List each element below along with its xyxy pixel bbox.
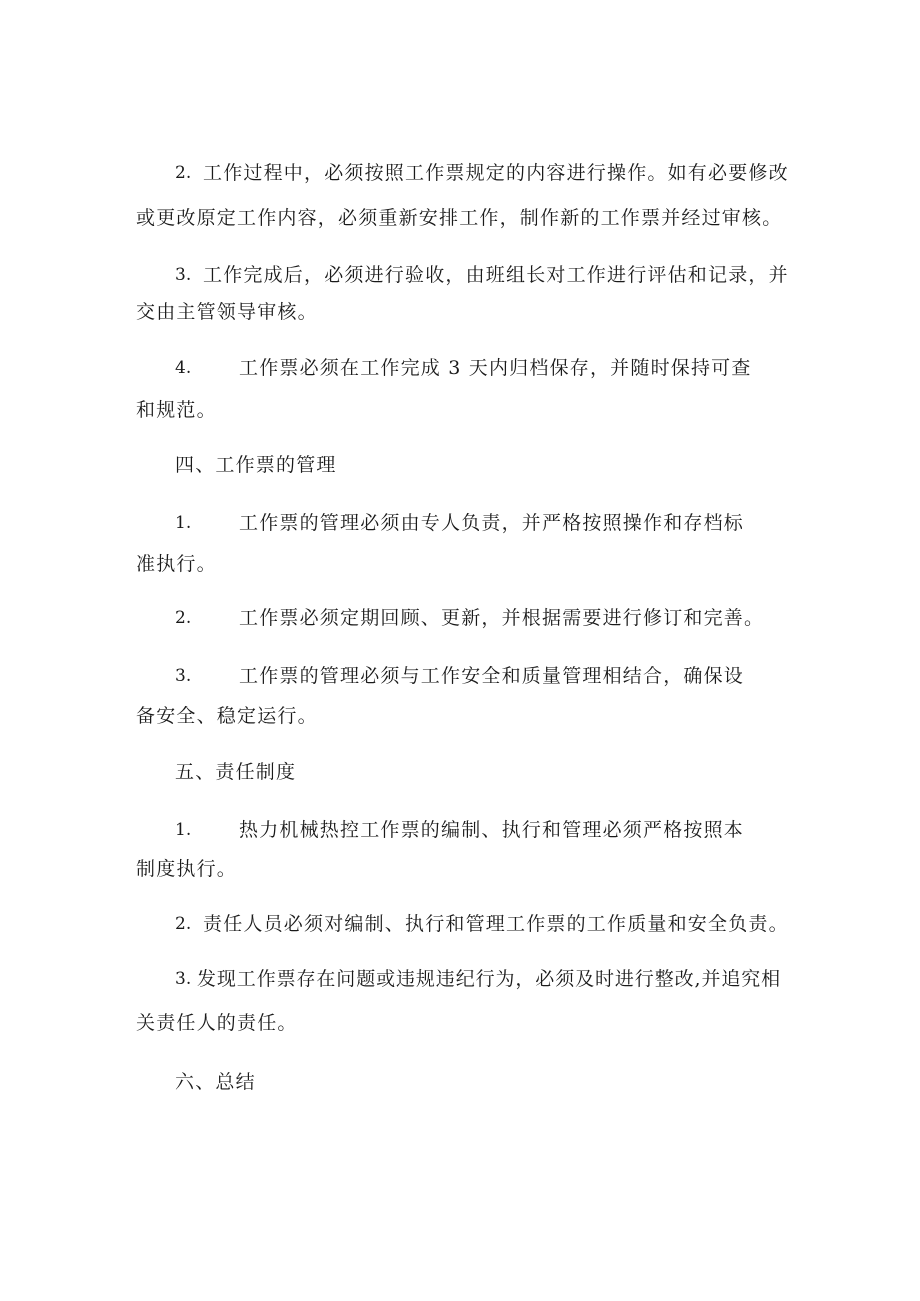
- paragraph-text: 工作票必须定期回顾、更新，并根据需要进行修订和完善。: [239, 607, 765, 629]
- paragraph-text: 工作票的管理必须由专人负责，并严格按照操作和存档标: [239, 512, 745, 534]
- paragraph-continuation: 和规范。: [136, 399, 217, 421]
- paragraph-continuation: 准执行。: [136, 553, 217, 575]
- paragraph-text: 工作票的管理必须与工作安全和质量管理相结合，确保设: [239, 665, 745, 687]
- paragraph-continuation: 交由主管领导审核。: [136, 301, 318, 323]
- paragraph-text: 发现工作票存在问题或违规违纪行为，必须及时进行整改,并追究相: [197, 968, 782, 990]
- item-number: 1.: [175, 513, 192, 533]
- item-number: 3.: [175, 265, 192, 285]
- paragraph-text: 责任人员必须对编制、执行和管理工作票的工作质量和安全负责。: [203, 913, 789, 935]
- paragraph-continuation: 制度执行。: [136, 858, 238, 880]
- paragraph-continuation: 或更改原定工作内容，必须重新安排工作，制作新的工作票并经过审核。: [136, 207, 783, 229]
- section-heading: 五、责任制度: [175, 761, 297, 783]
- item-number: 2.: [175, 163, 192, 183]
- item-number: 3.: [175, 666, 192, 686]
- paragraph-text: 工作票必须在工作完成 3 天内归档保存，并随时保持可查: [239, 357, 752, 379]
- item-number: 1.: [175, 820, 192, 840]
- item-number: 2.: [175, 608, 192, 628]
- item-number: 2.: [175, 914, 192, 934]
- section-heading: 四、工作票的管理: [175, 454, 337, 476]
- paragraph-text: 热力机械热控工作票的编制、执行和管理必须严格按照本: [239, 819, 745, 841]
- paragraph-text: 工作过程中，必须按照工作票规定的内容进行操作。如有必要修改: [203, 162, 789, 184]
- item-number: 4.: [175, 358, 192, 378]
- paragraph-continuation: 备安全、稳定运行。: [136, 705, 318, 727]
- paragraph-text: 工作完成后，必须进行验收，由班组长对工作进行评估和记录，并: [203, 264, 789, 286]
- section-heading: 六、总结: [175, 1071, 256, 1093]
- paragraph-continuation: 关责任人的责任。: [136, 1012, 298, 1034]
- item-number: 3.: [175, 969, 192, 989]
